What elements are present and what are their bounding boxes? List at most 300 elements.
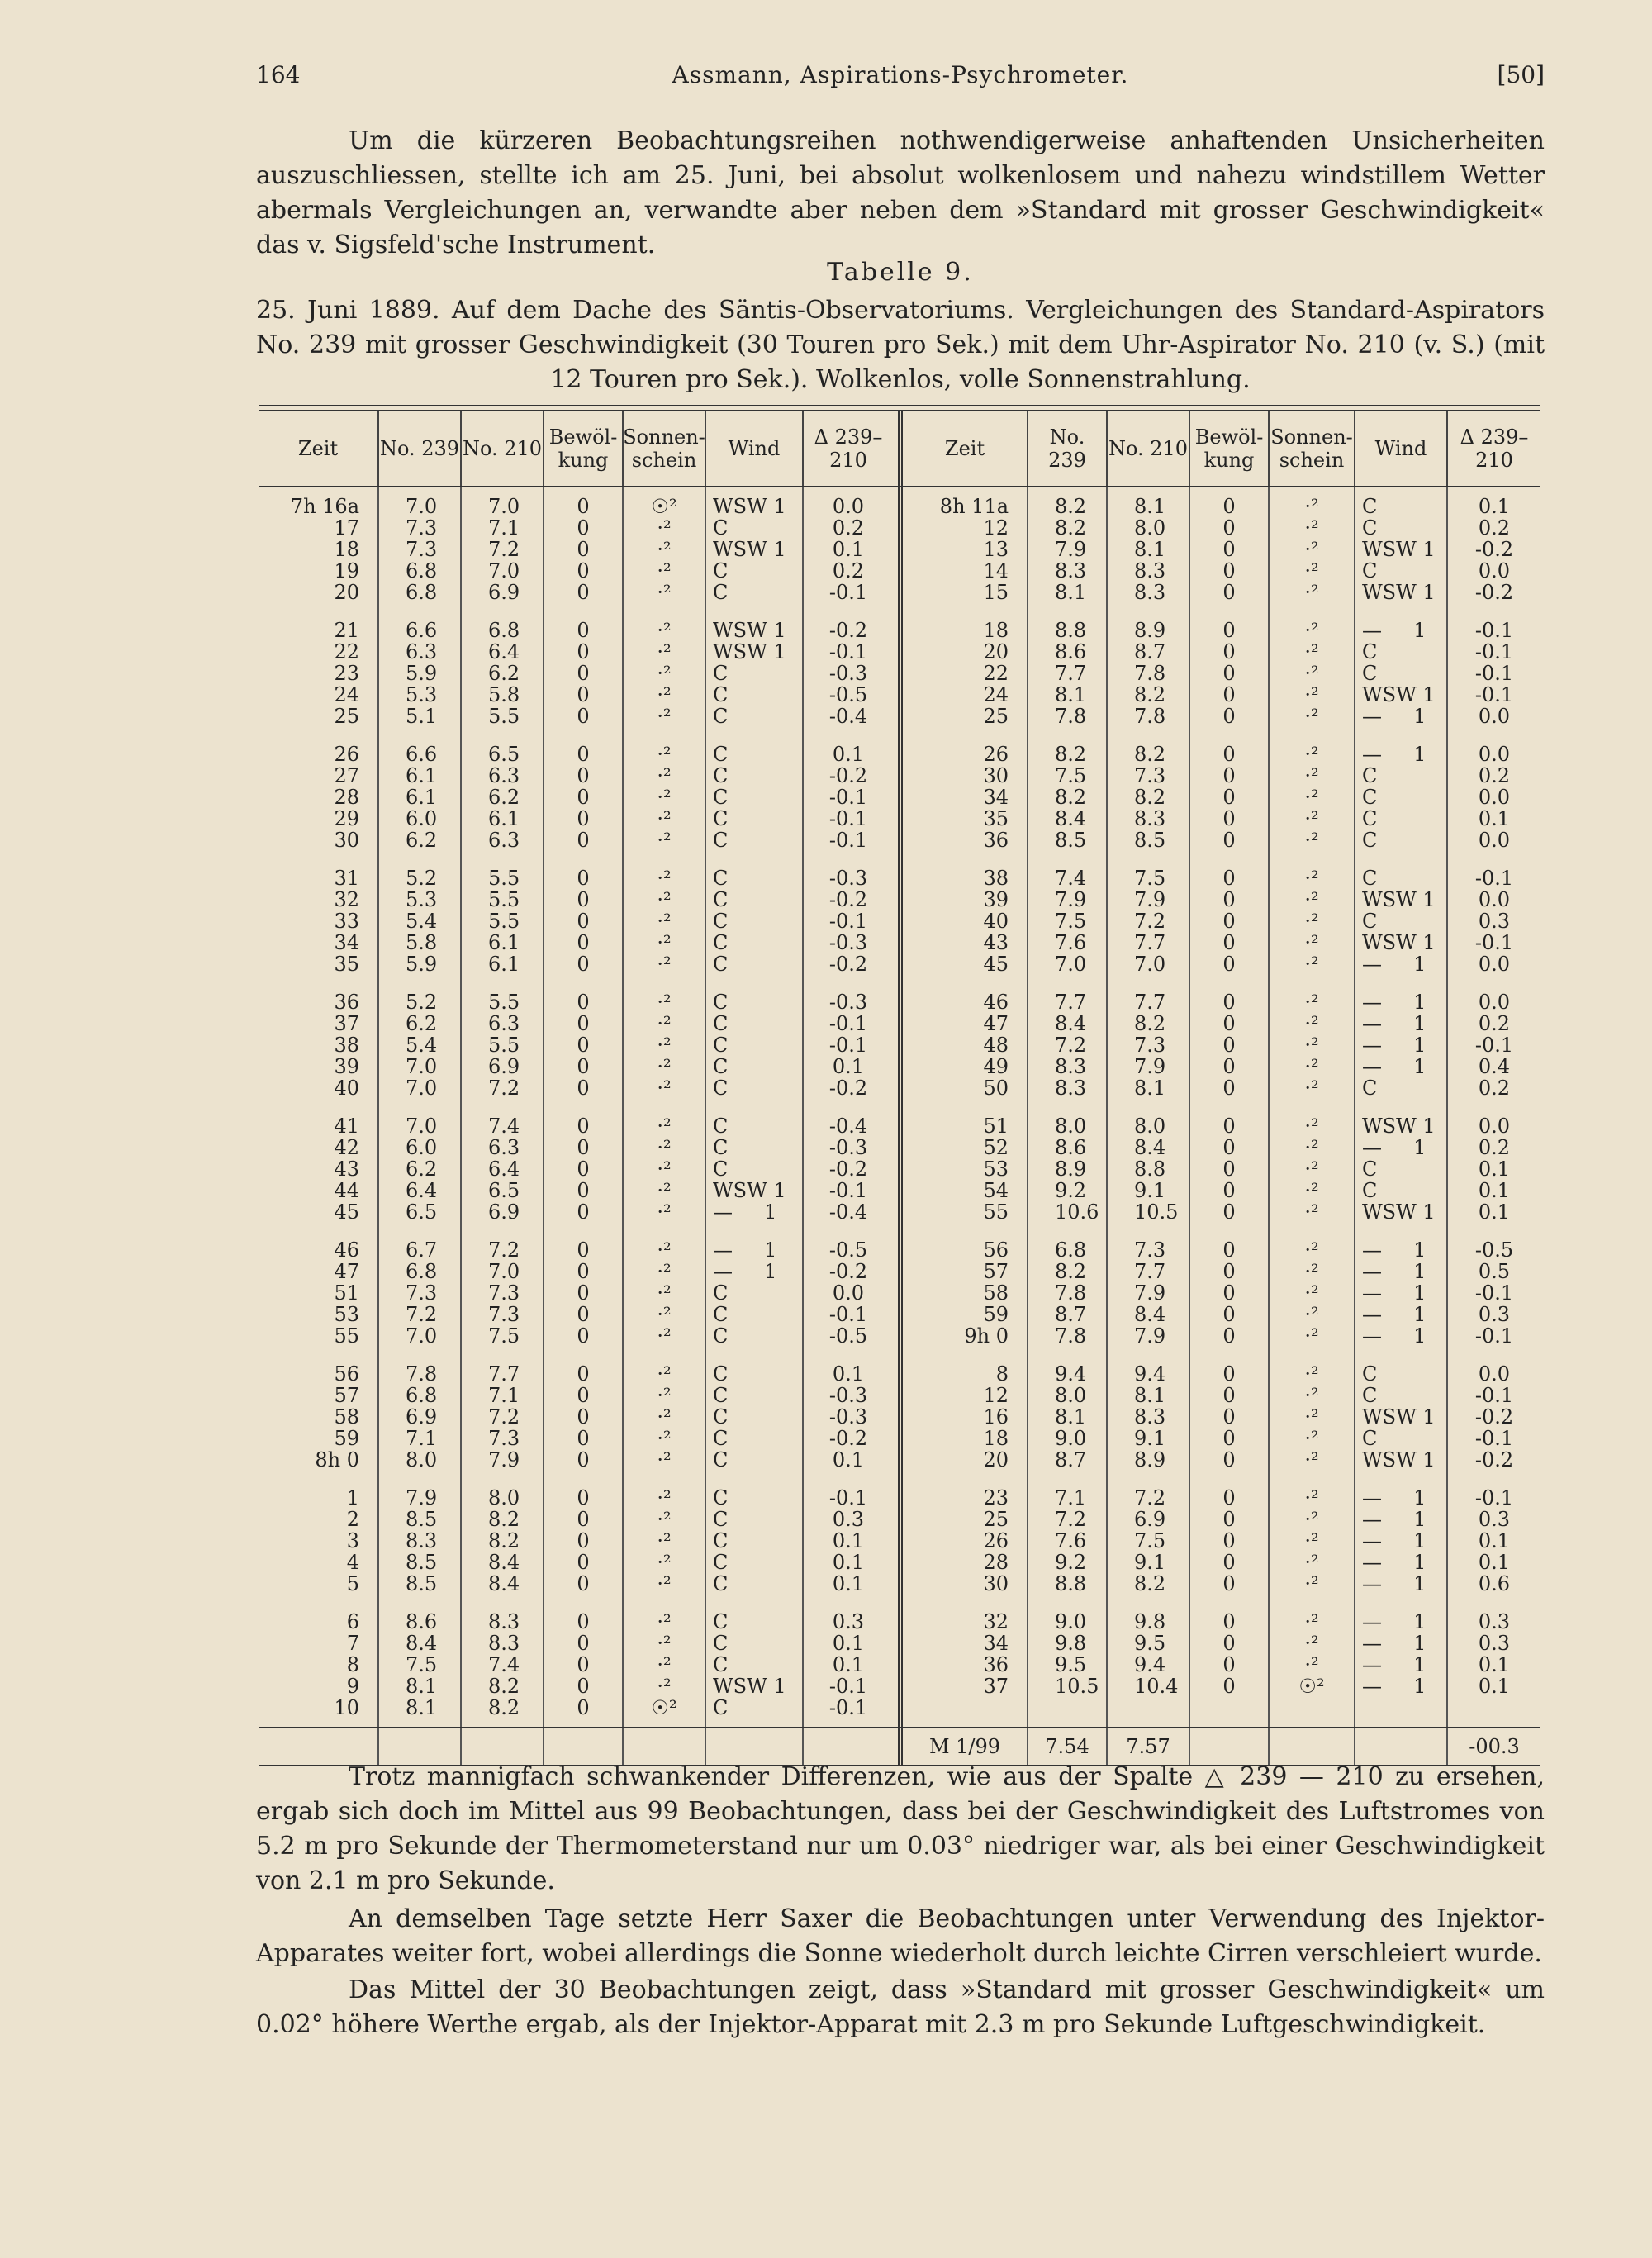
table-cell-zeit: 38 (983, 867, 1009, 890)
table-cell-zeit: 24 (983, 683, 1009, 706)
table-cell-wind: WSW 1 (1362, 683, 1436, 706)
table-cell-no210: 6.1 (488, 931, 520, 954)
right-row-group (1108, 735, 1189, 859)
right-row-group (1270, 1479, 1354, 1603)
table-cell-bewoelkung: 0 (577, 1384, 590, 1407)
table-cell-sonnenschein: ·² (657, 1324, 672, 1348)
table-cell-no239: 6.2 (406, 1012, 438, 1035)
table-cell-sonnenschein: ·² (1304, 1281, 1319, 1305)
right-row-group (903, 611, 1027, 735)
left-col-bewoelkung (544, 487, 624, 1727)
table-cell-wind: C (713, 1077, 729, 1100)
table-cell-sonnenschein: ·² (1304, 581, 1319, 604)
table-cell-sonnenschein: ·² (1304, 1362, 1319, 1386)
table-cell-bewoelkung: 0 (577, 867, 590, 890)
table-cell-zeit: 20 (334, 581, 359, 604)
left-row-group (544, 1231, 622, 1355)
table-cell-bewoelkung: 0 (577, 683, 590, 706)
table-cell-wind: C (713, 1384, 729, 1407)
table-cell-diff: -0.1 (828, 1303, 868, 1326)
right-row-group (1270, 487, 1354, 611)
table-cell-wind: — 1 (1362, 1260, 1427, 1283)
table-cell-wind: — 1 (1362, 1324, 1427, 1348)
table-cell-no239: 6.1 (406, 786, 438, 809)
table-cell-no210: 10.5 (1134, 1200, 1179, 1224)
left-row-group (706, 487, 802, 611)
table-cell-no239: 6.0 (406, 1136, 438, 1159)
mean-label: M 1/99 (903, 1728, 1028, 1765)
table-cell-no239: 7.1 (406, 1427, 438, 1450)
table-cell-zeit: 57 (983, 1260, 1009, 1283)
table-cell-no210: 6.5 (488, 743, 520, 766)
table-cell-sonnenschein: ·² (1304, 1529, 1319, 1552)
table-cell-bewoelkung: 0 (1222, 1324, 1236, 1348)
table-cell-zeit: 48 (983, 1034, 1009, 1057)
right-row-group (1190, 983, 1268, 1107)
right-row-group (1108, 1107, 1189, 1231)
table-cell-no210: 9.1 (1134, 1551, 1166, 1574)
table-cell-zeit: 6 (346, 1610, 359, 1633)
left-col-no210 (462, 487, 544, 1727)
table-cell-diff: -0.1 (1474, 1427, 1514, 1450)
table-cell-sonnenschein: ·² (657, 1675, 672, 1698)
table-cell-wind: C (713, 1572, 729, 1595)
mean-no210: 7.57 (1108, 1728, 1190, 1765)
table-cell-sonnenschein: ·² (657, 538, 672, 561)
left-row-group (544, 1355, 622, 1479)
table-cell-no239: 8.6 (1055, 640, 1087, 663)
paragraph-mittel: Das Mittel der 30 Beobachtungen zeigt, dass »Standard mit grosser Geschwindigkeit« um 0.02° höhere Werthe ergab, als der Injektor-Apparat mit 2.3 m pro Sekunde Luftgeschwindigkeit. (256, 1975, 1545, 2039)
table-cell-no210: 6.3 (488, 829, 520, 852)
table-cell-diff: 0.1 (1478, 1179, 1511, 1202)
table-cell-wind: C (713, 1448, 729, 1471)
table-cell-zeit: 32 (334, 888, 359, 911)
table-cell-bewoelkung: 0 (577, 1486, 590, 1509)
table-cell-sonnenschein: ·² (657, 1632, 672, 1655)
table-cell-no239: 7.2 (1055, 1034, 1087, 1057)
table-cell-sonnenschein: ·² (657, 581, 672, 604)
table-cell-diff: 0.0 (832, 1281, 865, 1305)
table-cell-diff: 0.2 (832, 559, 865, 582)
table-cell-zeit: 12 (983, 1384, 1009, 1407)
table-cell-diff: -0.1 (828, 1034, 868, 1057)
table-cell-diff: -0.3 (828, 1405, 868, 1428)
table-cell-no210: 6.2 (488, 786, 520, 809)
table-cell-no239: 8.2 (1055, 786, 1087, 809)
table-cell-no239: 7.9 (1055, 538, 1087, 561)
table-cell-sonnenschein: ·² (657, 1055, 672, 1078)
table-cell-zeit: 59 (334, 1427, 359, 1450)
table-cell-no239: 7.3 (406, 538, 438, 561)
left-row-group (804, 1231, 893, 1355)
table-cell-zeit: 59 (983, 1303, 1009, 1326)
table-cell-diff: -0.3 (828, 1136, 868, 1159)
table-cell-sonnenschein: ·² (1304, 538, 1319, 561)
table-cell-no239: 8.2 (1055, 1260, 1087, 1283)
table-cell-bewoelkung: 0 (577, 1115, 590, 1138)
table-cell-no210: 7.2 (488, 1405, 520, 1428)
right-row-group (903, 859, 1027, 983)
table-cell-zeit: 34 (983, 1632, 1009, 1655)
table-cell-zeit: 45 (983, 953, 1009, 976)
table-cell-diff: 0.1 (1478, 1200, 1511, 1224)
table-cell-no210: 8.2 (488, 1696, 520, 1719)
table-cell-zeit: 8h 0 (315, 1448, 359, 1471)
table-cell-no239: 7.5 (1055, 910, 1087, 933)
table-cell-zeit: 37 (983, 1675, 1009, 1698)
table-cell-wind: C (1362, 1384, 1378, 1407)
table-cell-diff: 0.0 (1478, 705, 1511, 728)
table-cell-no239: 8.5 (1055, 829, 1087, 852)
table-cell-no210: 6.9 (488, 1200, 520, 1224)
table-cell-zeit: 35 (334, 953, 359, 976)
table-cell-bewoelkung: 0 (577, 1405, 590, 1428)
table-cell-no210: 7.5 (1134, 1529, 1166, 1552)
table-cell-sonnenschein: ·² (657, 743, 672, 766)
right-row-group (1355, 611, 1446, 735)
table-cell-wind: — 1 (1362, 743, 1427, 766)
right-row-group (1270, 1107, 1354, 1231)
right-row-group (1190, 859, 1268, 983)
table-cell-no239: 5.3 (406, 888, 438, 911)
table-cell-zeit: 30 (334, 829, 359, 852)
table-cell-diff: -0.1 (828, 786, 868, 809)
table-cell-diff: -0.3 (828, 662, 868, 685)
table-cell-bewoelkung: 0 (577, 743, 590, 766)
table-cell-zeit: 26 (334, 743, 359, 766)
right-row-group (1448, 983, 1540, 1107)
table-cell-no239: 7.4 (1055, 867, 1087, 890)
table-cell-wind: — 1 (1362, 1632, 1427, 1655)
table-cell-bewoelkung: 0 (1222, 786, 1236, 809)
table-cell-wind: C (713, 867, 729, 890)
right-row-group (1355, 983, 1446, 1107)
table-cell-no239: 8.6 (1055, 1136, 1087, 1159)
table-cell-wind: — 1 (1362, 1281, 1427, 1305)
right-row-group (1028, 983, 1106, 1107)
table-cell-diff: -0.1 (1474, 1486, 1514, 1509)
right-row-group (1448, 611, 1540, 735)
table-cell-bewoelkung: 0 (577, 829, 590, 852)
table-cell-diff: 0.1 (832, 743, 865, 766)
table-cell-no210: 7.0 (488, 495, 520, 518)
table-cell-no210: 7.2 (488, 1238, 520, 1262)
table-cell-bewoelkung: 0 (577, 991, 590, 1014)
left-row-group (544, 859, 622, 983)
left-row-group (706, 611, 802, 735)
table-cell-sonnenschein: ·² (657, 1034, 672, 1057)
table-cell-diff: 0.0 (1478, 1362, 1511, 1386)
table-cell-diff: 0.1 (832, 1362, 865, 1386)
table-cell-wind: — 1 (1362, 1653, 1427, 1676)
table-cell-diff: 0.1 (1478, 1675, 1511, 1698)
table-cell-no239: 7.0 (406, 1115, 438, 1138)
table-cell-no239: 8.0 (406, 1448, 438, 1471)
table-cell-zeit: 52 (983, 1136, 1009, 1159)
table-cell-no239: 8.2 (1055, 743, 1087, 766)
table-cell-sonnenschein: ·² (1304, 953, 1319, 976)
table-cell-no210: 6.3 (488, 1012, 520, 1035)
table-cell-no210: 8.3 (1134, 807, 1166, 830)
table-cell-sonnenschein: ·² (1304, 1508, 1319, 1531)
table-cell-wind: C (1362, 807, 1378, 830)
table-cell-diff: 0.1 (1478, 807, 1511, 830)
table-cell-sonnenschein: ·² (657, 1448, 672, 1471)
left-row-group (462, 487, 543, 611)
table-cell-zeit: 23 (334, 662, 359, 685)
table-cell-no239: 6.4 (406, 1179, 438, 1202)
right-row-group (1028, 1107, 1106, 1231)
right-row-group (1028, 611, 1106, 735)
table-cell-sonnenschein: ·² (1304, 662, 1319, 685)
table-cell-wind: — 1 (1362, 1610, 1427, 1633)
right-row-group (1355, 1355, 1446, 1479)
table-cell-no210: 7.9 (1134, 1281, 1166, 1305)
table-cell-no239: 8.5 (406, 1572, 438, 1595)
table-cell-diff: 0.0 (1478, 888, 1511, 911)
right-row-group (1448, 1603, 1540, 1705)
table-cell-diff: 0.1 (832, 1055, 865, 1078)
table-cell-no239: 6.5 (406, 1200, 438, 1224)
table-cell-sonnenschein: ·² (657, 764, 672, 787)
table-cell-no210: 7.3 (488, 1303, 520, 1326)
right-row-group (1028, 735, 1106, 859)
table-cell-no210: 5.5 (488, 867, 520, 890)
table-cell-zeit: 58 (334, 1405, 359, 1428)
table-cell-wind: C (713, 662, 729, 685)
table-cell-zeit: 46 (334, 1238, 359, 1262)
table-cell-wind: WSW 1 (713, 495, 786, 518)
table-cell-zeit: 20 (983, 640, 1009, 663)
left-row-group (544, 487, 622, 611)
table-cell-no210: 7.7 (1134, 1260, 1166, 1283)
table-cell-sonnenschein: ☉² (651, 495, 677, 518)
table-cell-no239: 8.1 (1055, 581, 1087, 604)
table-cell-no239: 7.0 (406, 1077, 438, 1100)
table-cell-diff: 0.0 (1478, 991, 1511, 1014)
table-cell-diff: 0.1 (832, 1551, 865, 1574)
table-cell-wind: C (1362, 1362, 1378, 1386)
table-cell-diff: 0.4 (1478, 1055, 1511, 1078)
right-row-group (1355, 859, 1446, 983)
table-cell-wind: C (713, 559, 729, 582)
table-cell-bewoelkung: 0 (577, 559, 590, 582)
page-header (256, 61, 1545, 97)
table-cell-sonnenschein: ·² (1304, 867, 1319, 890)
left-row-group (544, 735, 622, 859)
table-cell-wind: C (713, 581, 729, 604)
table-cell-diff: -0.2 (828, 1077, 868, 1100)
table-cell-wind: — 1 (1362, 1529, 1427, 1552)
table-cell-wind: C (713, 910, 729, 933)
right-row-group (1108, 487, 1189, 611)
table-cell-wind: — 1 (713, 1200, 777, 1224)
right-row-group (1108, 1479, 1189, 1603)
table-cell-diff: -0.1 (1474, 1034, 1514, 1057)
table-cell-wind: WSW 1 (1362, 1200, 1436, 1224)
table-cell-diff: -0.1 (1474, 1281, 1514, 1305)
left-col-zeit (259, 487, 379, 1727)
left-row-group (462, 611, 543, 735)
table-cell-diff: 0.2 (1478, 764, 1511, 787)
table-cell-no210: 5.5 (488, 910, 520, 933)
table-cell-bewoelkung: 0 (1222, 1362, 1236, 1386)
table-cell-no239: 6.6 (406, 619, 438, 642)
table-cell-bewoelkung: 0 (577, 888, 590, 911)
table-cell-no239: 7.2 (406, 1303, 438, 1326)
table-cell-bewoelkung: 0 (1222, 1610, 1236, 1633)
table-body (259, 487, 1540, 1727)
table-cell-zeit: 14 (983, 559, 1009, 582)
table-cell-wind: C (713, 1281, 729, 1305)
table-cell-diff: 0.3 (1478, 910, 1511, 933)
left-row-group (462, 1603, 543, 1727)
table-cell-sonnenschein: ·² (1304, 931, 1319, 954)
table-cell-sonnenschein: ·² (1304, 888, 1319, 911)
table-cell-diff: -0.1 (1474, 1324, 1514, 1348)
table-cell-bewoelkung: 0 (1222, 1179, 1236, 1202)
right-row-group (1028, 1355, 1106, 1479)
table-cell-no239: 8.8 (1055, 619, 1087, 642)
table-cell-zeit: 36 (983, 1653, 1009, 1676)
right-row-group (903, 1107, 1027, 1231)
table-cell-zeit: 35 (983, 807, 1009, 830)
table-cell-diff: 0.0 (1478, 559, 1511, 582)
table-cell-sonnenschein: ·² (657, 1200, 672, 1224)
table-cell-diff: -0.2 (828, 764, 868, 787)
table-cell-bewoelkung: 0 (1222, 1384, 1236, 1407)
table-cell-no239: 8.4 (1055, 807, 1087, 830)
table-cell-no210: 6.1 (488, 953, 520, 976)
table-cell-sonnenschein: ·² (657, 910, 672, 933)
table-cell-zeit: 55 (334, 1324, 359, 1348)
table-cell-bewoelkung: 0 (577, 1572, 590, 1595)
table-cell-zeit: 25 (983, 1508, 1009, 1531)
left-row-group (804, 1479, 893, 1603)
right-row-group (903, 487, 1027, 611)
right-row-group (1448, 1231, 1540, 1355)
table-cell-no239: 7.8 (1055, 1281, 1087, 1305)
section-number: [50] (1497, 61, 1545, 88)
table-cell-sonnenschein: ·² (1304, 1632, 1319, 1655)
table-cell-diff: -0.2 (1474, 538, 1514, 561)
left-row-group (544, 1479, 622, 1603)
table-cell-diff: 0.0 (1478, 953, 1511, 976)
table-cell-diff: -0.3 (828, 931, 868, 954)
right-row-group (1190, 735, 1268, 859)
left-row-group (462, 1355, 543, 1479)
table-cell-no239: 8.2 (1055, 516, 1087, 540)
table-cell-bewoelkung: 0 (577, 1551, 590, 1574)
header-no210-r: No. 210 (1108, 411, 1190, 486)
table-cell-no210: 7.2 (488, 1077, 520, 1100)
table-cell-diff: 0.5 (1478, 1260, 1511, 1283)
table-cell-bewoelkung: 0 (577, 662, 590, 685)
table-cell-sonnenschein: ·² (657, 1529, 672, 1552)
right-row-group (1190, 1603, 1268, 1705)
table-cell-diff: -0.1 (828, 1012, 868, 1035)
table-cell-no210: 7.7 (1134, 931, 1166, 954)
table-cell-wind: C (713, 705, 729, 728)
table-cell-no210: 6.8 (488, 619, 520, 642)
right-row-group (903, 983, 1027, 1107)
table-cell-bewoelkung: 0 (577, 495, 590, 518)
right-row-group (1190, 1355, 1268, 1479)
table-cell-bewoelkung: 0 (1222, 1303, 1236, 1326)
table-cell-bewoelkung: 0 (577, 1055, 590, 1078)
table-cell-no210: 8.5 (1134, 829, 1166, 852)
table-cell-no210: 8.2 (1134, 786, 1166, 809)
table-cell-sonnenschein: ·² (657, 1260, 672, 1283)
table-cell-wind: C (713, 953, 729, 976)
right-row-group (1270, 1603, 1354, 1705)
table-cell-no210: 7.3 (488, 1281, 520, 1305)
table-cell-no239: 7.3 (406, 516, 438, 540)
left-row-group (706, 983, 802, 1107)
table-cell-zeit: 30 (983, 1572, 1009, 1595)
table-cell-diff: 0.0 (1478, 786, 1511, 809)
table-cell-no239: 9.8 (1055, 1632, 1087, 1655)
table-cell-wind: — 1 (1362, 1238, 1427, 1262)
table-cell-sonnenschein: ☉² (651, 1696, 677, 1719)
left-row-group (462, 983, 543, 1107)
table-cell-bewoelkung: 0 (577, 1696, 590, 1719)
table-cell-bewoelkung: 0 (1222, 1158, 1236, 1181)
left-row-group (379, 1231, 460, 1355)
table-cell-sonnenschein: ·² (657, 662, 672, 685)
left-row-group (624, 1603, 705, 1727)
table-cell-sonnenschein: ·² (657, 1281, 672, 1305)
table-cell-diff: -0.2 (1474, 1448, 1514, 1471)
left-row-group (259, 859, 377, 983)
table-cell-no239: 7.7 (1055, 662, 1087, 685)
table-cell-sonnenschein: ·² (657, 1362, 672, 1386)
table-cell-diff: 0.3 (832, 1508, 865, 1531)
table-cell-sonnenschein: ·² (1304, 1200, 1319, 1224)
table-cell-zeit: 22 (983, 662, 1009, 685)
right-row-group (903, 1479, 1027, 1603)
table-cell-wind: C (713, 1427, 729, 1450)
header-sonnenschein: Sonnen-schein (624, 411, 706, 486)
table-cell-bewoelkung: 0 (577, 1427, 590, 1450)
table-cell-zeit: 44 (334, 1179, 359, 1202)
table-cell-no239: 5.2 (406, 991, 438, 1014)
table-cell-wind: — 1 (1362, 1012, 1427, 1035)
table-cell-no210: 6.9 (488, 1055, 520, 1078)
table-cell-wind: — 1 (1362, 1034, 1427, 1057)
right-col-no210 (1108, 487, 1190, 1727)
right-row-group (1270, 735, 1354, 859)
table-cell-no210: 8.3 (1134, 559, 1166, 582)
table-cell-bewoelkung: 0 (577, 1136, 590, 1159)
table-cell-sonnenschein: ·² (657, 640, 672, 663)
table-cell-bewoelkung: 0 (1222, 1508, 1236, 1531)
table-cell-diff: -0.3 (828, 1384, 868, 1407)
table-cell-bewoelkung: 0 (577, 1324, 590, 1348)
table-header-row (259, 411, 1540, 487)
left-row-group (624, 983, 705, 1107)
table-cell-wind: — 1 (1362, 1675, 1427, 1698)
table-cell-bewoelkung: 0 (577, 1610, 590, 1633)
table-cell-zeit: 53 (983, 1158, 1009, 1181)
table-cell-zeit: 18 (983, 619, 1009, 642)
table-cell-zeit: 49 (983, 1055, 1009, 1078)
table-cell-wind: — 1 (1362, 1508, 1427, 1531)
left-row-group (259, 1107, 377, 1231)
table-cell-zeit: 34 (983, 786, 1009, 809)
left-row-group (379, 983, 460, 1107)
table-cell-zeit: 36 (983, 829, 1009, 852)
